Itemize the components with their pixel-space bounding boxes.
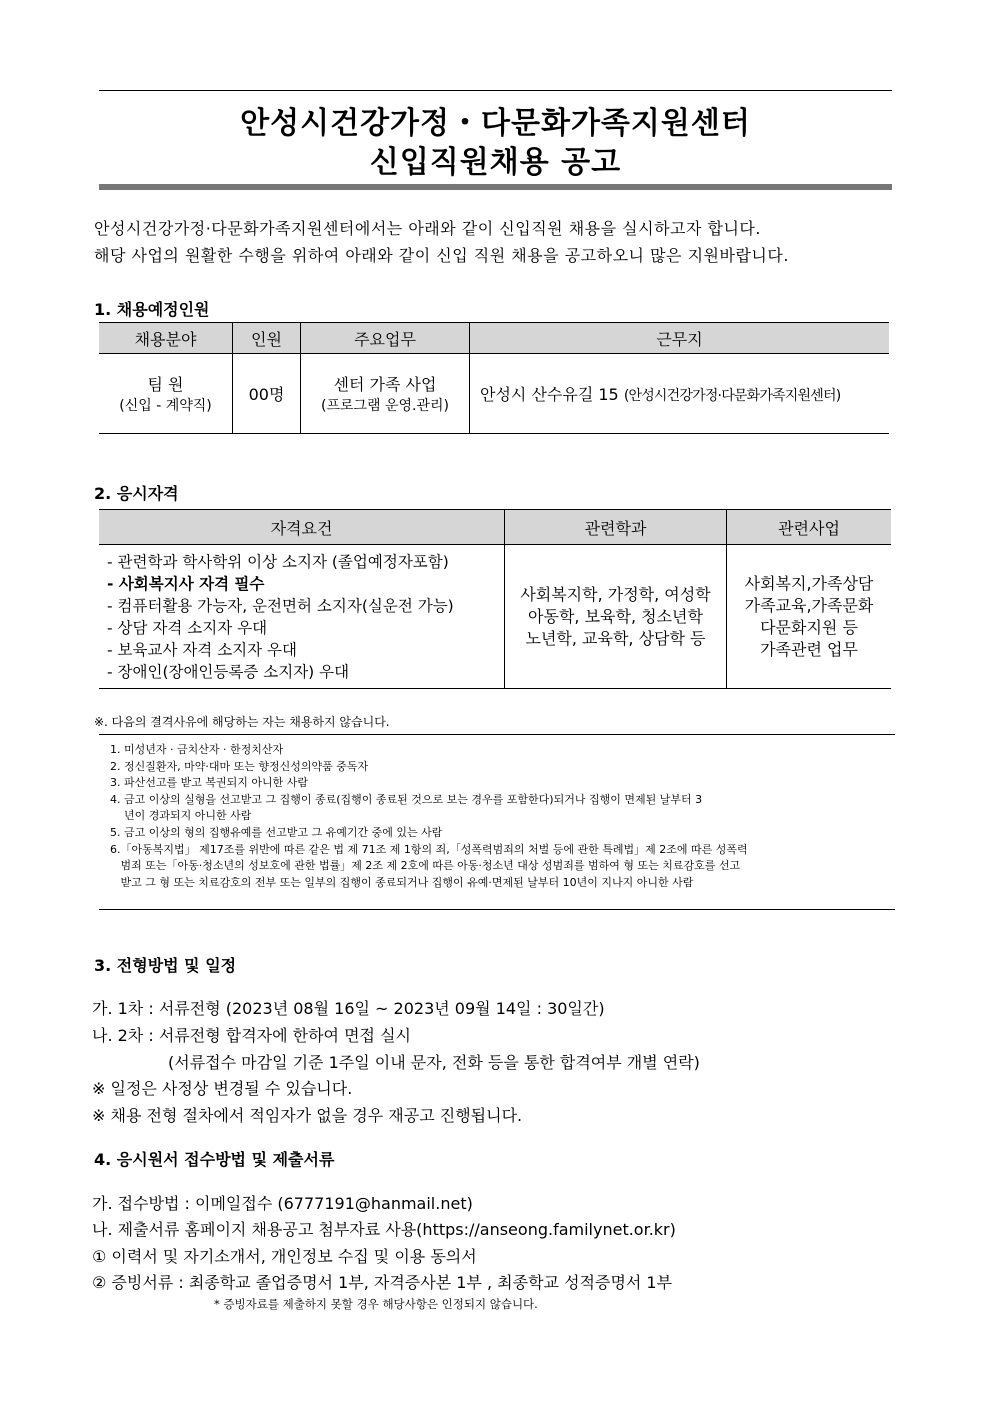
submission-line: 나. 제출서류 홈페이지 채용공고 첨부자료 사용(https://anseong.familynet.or.kr) bbox=[92, 1220, 676, 1239]
schedule-line: 가. 1차 : 서류전형 (2023년 08월 16일 ~ 2023년 09월 14일 : 30일간) bbox=[92, 999, 605, 1018]
list-item: 아동학, 보육학, 청소년학 bbox=[528, 606, 703, 626]
page-subtitle: 신입직원채용 공고 bbox=[369, 145, 622, 180]
requirements-cell bbox=[99, 545, 505, 689]
list-item: - 보육교사 자격 소지자 우대 bbox=[107, 640, 298, 659]
list-item: 사회복지,가족상담 bbox=[744, 573, 874, 593]
col-header: 자격요건 bbox=[99, 510, 505, 545]
list-item: 2. 정신질환자, 마약·대마 또는 향정신성의약품 중독자 bbox=[110, 759, 369, 773]
footnote: * 증빙자료를 제출하지 못할 경우 해당사항은 인정되지 않습니다. bbox=[214, 1297, 538, 1311]
section-heading-4: 4. 응시원서 접수방법 및 제출서류 bbox=[94, 1150, 335, 1169]
col-header: 주요업무 bbox=[301, 323, 470, 354]
list-item: 년이 경과되지 아니한 사람 bbox=[110, 809, 252, 823]
field-cell bbox=[99, 354, 233, 434]
intro-line-1: 안성시건강가정·다문화가족지원센터에서는 아래와 같이 신입직원 채용을 실시하고자 합니다. bbox=[94, 219, 761, 238]
list-item: 노년학, 교육학, 상담학 등 bbox=[525, 628, 706, 648]
field-value: 팀 원 bbox=[147, 375, 184, 394]
col-header: 채용분야 bbox=[99, 323, 233, 354]
table-row bbox=[99, 545, 891, 689]
majors-cell bbox=[505, 545, 727, 689]
section-heading-3: 3. 전형방법 및 일정 bbox=[94, 956, 237, 975]
duty-sub: (프로그램 운영.관리) bbox=[320, 398, 450, 414]
count-cell: 00명 bbox=[233, 354, 301, 434]
duty-value: 센터 가족 사업 bbox=[333, 375, 437, 394]
list-item: 3. 파산선고를 받고 복권되지 아니한 사람 bbox=[110, 776, 308, 790]
field-sub: (신입 - 계약직) bbox=[119, 398, 212, 414]
table-header-row bbox=[99, 323, 889, 354]
location-cell bbox=[470, 354, 890, 434]
top-rule bbox=[99, 90, 892, 91]
submission-line: ② 증빙서류 : 최종학교 졸업증명서 1부, 자격증사본 1부 , 최종학교 성적증명서 1부 bbox=[92, 1273, 673, 1292]
schedule-note: ※ 채용 전형 절차에서 적임자가 없을 경우 재공고 진행됩니다. bbox=[92, 1106, 523, 1125]
intro-line-2: 해당 사업의 원활한 수행을 위하여 아래와 같이 신입 직원 채용을 공고하오니 많은 지원바랍니다. bbox=[94, 246, 789, 265]
list-item: 1. 미성년자 · 금치산자 · 한정치산자 bbox=[110, 743, 284, 756]
list-item: 다문화지원 등 bbox=[760, 617, 858, 637]
submission-line: ① 이력서 및 자기소개서, 개인정보 수집 및 이용 동의서 bbox=[92, 1247, 477, 1266]
list-item: - 상담 자격 소지자 우대 bbox=[107, 618, 268, 637]
qualification-table bbox=[99, 509, 891, 689]
location-sub: (안성시건강가정·다문화가족지원센터) bbox=[623, 388, 841, 404]
page-title: 안성시건강가정・다문화가족지원센터 bbox=[240, 106, 751, 141]
title-underline bbox=[99, 184, 892, 190]
section-heading-1: 1. 채용예정인원 bbox=[94, 300, 210, 319]
disqualification-heading: ※. 다음의 결격사유에 해당하는 자는 채용하지 않습니다. bbox=[94, 715, 390, 729]
duty-cell bbox=[301, 354, 470, 434]
col-header: 관련사업 bbox=[727, 510, 892, 545]
hiring-table bbox=[99, 322, 889, 434]
schedule-note: ※ 일정은 사정상 변경될 수 있습니다. bbox=[92, 1079, 353, 1098]
schedule-line: 나. 2차 : 서류전형 합격자에 한하여 면접 실시 bbox=[92, 1026, 412, 1045]
list-item: 5. 금고 이상의 형의 집행유예를 선고받고 그 유예기간 중에 있는 사람 bbox=[110, 825, 443, 839]
list-item: 사회복지학, 가정학, 여성학 bbox=[520, 584, 711, 604]
list-item: - 관련학과 학사학위 이상 소지자 (졸업예정자포함) bbox=[107, 552, 449, 571]
submission-line: 가. 접수방법 : 이메일접수 (6777191@hanmail.net) bbox=[92, 1194, 473, 1213]
col-header: 관련학과 bbox=[505, 510, 727, 545]
list-item: 가족관련 업무 bbox=[760, 639, 858, 659]
schedule-line: (서류접수 마감일 기준 1주일 이내 문자, 전화 등을 통한 합격여부 개별 연락) bbox=[168, 1053, 700, 1072]
list-item: - 컴퓨터활용 가능자, 운전면허 소지자(실운전 가능) bbox=[107, 596, 454, 615]
disqualification-list bbox=[110, 742, 890, 891]
col-header: 인원 bbox=[233, 323, 301, 354]
list-item: 범죄 또는「아동·청소년의 성보호에 관한 법률」제 2조 제 2호에 따른 아동·청소년 대상 성범죄를 범하여 형 또는 치료감호를 선고 bbox=[110, 859, 741, 873]
list-item: 가족교육,가족문화 bbox=[744, 595, 874, 615]
list-item: 4. 금고 이상의 실형을 선고받고 그 집행이 종료(집행이 종료된 것으로 보는 경우를 포함한다)되거나 집행이 면제된 날부터 3 bbox=[110, 792, 703, 806]
list-item: 받고 그 형 또는 치료감호의 전부 또는 일부의 집행이 종료되거나 집행이 유예·면제된 날부터 10년이 지나지 아니한 사람 bbox=[110, 875, 694, 889]
col-header: 근무지 bbox=[470, 323, 890, 354]
list-item: - 장애인(장애인등록증 소지자) 우대 bbox=[107, 662, 350, 681]
section-heading-2: 2. 응시자격 bbox=[94, 484, 179, 503]
table-header-row bbox=[99, 510, 891, 545]
list-item: - 사회복지사 자격 필수 bbox=[107, 574, 265, 593]
location-value: 안성시 산수유길 15 bbox=[480, 385, 624, 404]
table-row bbox=[99, 354, 889, 434]
business-cell bbox=[727, 545, 892, 689]
list-item: 6.「아동복지법」 제17조를 위반에 따른 같은 법 제 71조 제 1항의 죄,「성폭력범죄의 처벌 등에 관한 특례법」제 2조에 따른 성폭력 bbox=[110, 842, 748, 856]
